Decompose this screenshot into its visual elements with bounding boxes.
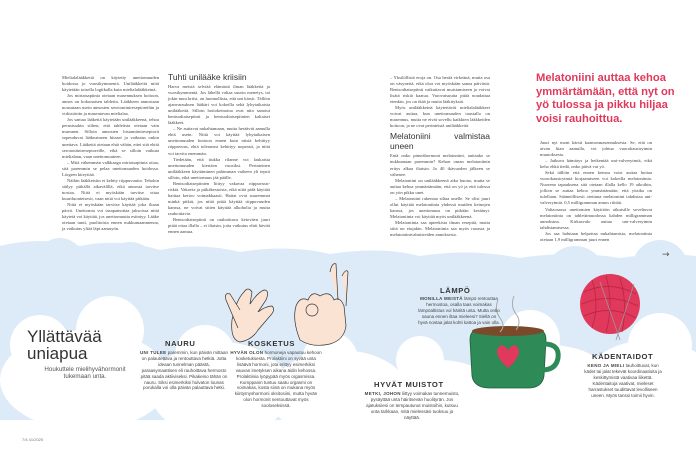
tip-body: liittyy voimakas tunnemuisto, pysäyttää unta häiritsevän huolityrän. Jos ajatuksiiesi on tempautunut muistoihin, kutsuu unta tarkkaan, mitä mielessäsi tuoksuu ja näyttää. [366, 391, 460, 420]
tip-label-kadentaidot: KÄDENTAIDOT [592, 352, 654, 361]
paragraph: Entä onko pimeähormoni melatoniini, auttaako se nukkumaan paremmin? Kehon oman melatoniinin eritys alkaa iltaisin. Ja 40 ikävuoden jälkeen se vähenee. [390, 153, 490, 177]
article-column-1 [62, 75, 159, 232]
tip-label-kosketus: KOSKETUS [248, 339, 295, 348]
feature-title: Yllättävää uniapua [27, 327, 102, 363]
paragraph: Valtaosassa unettomien käyttöön aikuisille soveltuvat melatoniinia on tablettimuodossa kahden milligramman annoksina. Kirkasvalo auttaa uni-valverytmin tahdistamisessa. [540, 206, 652, 230]
tip-lead: METKI, JOHON [364, 391, 401, 396]
tip-text-hyvat-muistot [364, 391, 460, 421]
paragraph: – Ne auttavat nukahtamaan, mutta heräävät aamulla ehtä usein. Niitä voi käyttää lyhytaikaisen unettomuuden hoitoon ennen kuin niistä kehittyy riippuvuus, ehtä toleranssi kehittyy nopeasti, ja niitä voi tarvita enemmän. [168, 126, 270, 156]
paragraph: Melatoniinia saa apteekista ilman reseptiä, mutta siitä on etujakin. Melatoniinia saa myös ruoasta ja melatoniinivalmisteiden annoksesta. [390, 219, 490, 238]
continue-arrow-icon: → [662, 250, 670, 260]
paragraph: Juuri nyt moni kärsii kaamosmasennuksesta. Se, että on aivan liian aamulla, voi johtua vuorokausirytmin muutoksesta. [540, 140, 652, 158]
tip-lead: MONILLA MEISTÄ [420, 296, 463, 301]
paragraph: Jos saa halutaan helpottaa nukahtamista, melatoniinia otetaan 1,9 milligramman juuri ennen [540, 230, 652, 242]
section-heading: Tuhti unilääke kriisiin [168, 72, 247, 82]
tip-lead: HYVÄN OLON [230, 350, 264, 355]
paragraph: Sekä tällöin että ennen keinoa voisi auttaa hoitaa vuorokausirytmiä korjaamiseen voi kokeilla melatoniinia. Nuorena tapauksena sitä otetaan illalla kello 19 aikoihin, jolloin se auttaa kehoa ymmärtämään, että yöaika on tulollaan. Säännöllisesti otettuna melatoniini tahdistaa uni-valverytmiä. 0,5 milligramman annos riittää. [540, 170, 652, 206]
tip-label-lampo: LÄMPÖ [440, 286, 471, 295]
paragraph: Mielialalääkkeitä on käytetty unettomuuden hoidossa jo vuosikymmeniä. Unilääkkeitä niitä käytetään toisella logiikalla kuin mielialalääkkeinä. [62, 75, 159, 93]
tip-body: paremmin, kun päivän mittaan on palautettava ja rentouttava hetkiä. Jotta ideaan tunnelman päästä, paraasymaattisen eli rauhoittava hermosto pitää saada aktiiviseksi. Pikakeino tähän on nauru. Siksi esimerkiksi hulvaton lounas porukalla voi olla päivän palauttava hetki. [140, 350, 228, 391]
paragraph: Jos mirtatsapiinia otetaan masennuksen hoitoon, annos on kokonaisen tabletin. Lääkkeen annostaan nousutaan usein annosten serotoniinireseptoreihin ja virkistävän ja masentavan mielialaa. [62, 93, 159, 117]
paragraph: – Yksilöllisiä eroja on. Osa herää virkeänä, mutta osa on väsyneitä, eikä oloa voi myöskään sanoa päivästä. Bentsodiatsepiinit vaikuttavat muistamiseen ja voivat lisätä riskiä kaatua. Varovaisuutta pitää noudattaa etenkin, jos on ikää ja muita lääkityksiä. [390, 75, 490, 105]
paragraph: Melatoniini on unilääkkeenä aika huono, mutta se auttaa kehoa ymmärtämään, että on yö ja että tulossa on yön pikku unet. [390, 177, 490, 195]
tip-body: hormoneja vapautuu kehoon kosketuksesta. Prolaktiini on syvää unta lisäävä hormoni, jota erittyy esimerkiksi vauvan imetyksen aikana äidin kehossa. Prolaktiinia lyöpypää myös orgasmissa. Kumppanin tuntuu saatu orgasmi on voimakas, kosta siinä on mukana myös kiintymyshormoni oksitosiini, mutta hyvän olon hormonit nentouttavat myös sooloseksissä. [234, 350, 322, 409]
pull-quote: Melatoniini auttaa kehoa ymmärtämään, että nyt on yö tulossa ja pikku hiljaa voisi rauhoittua. [536, 72, 675, 125]
article-column-3 [390, 75, 490, 238]
tip-text-kosketus [230, 350, 322, 409]
paragraph: Bentsodiatsepiinien liittyy vakavaa riippuvuus-riskiä. Vakavia ja pitkäkestoisia, eikä niitä pidä käyttää haittaa kertoo voimakkaasti. Haitat ovat suuremmat minkä pitkät, jos niitä pitää käyttää riippuvuuden kanssa, ne voivat sitten käyttää alkoholia ja muita rauhoittavia. [168, 180, 270, 216]
feature-subtitle: Houkuttele mielihyvähormonit tukemaan unta. [44, 366, 126, 381]
tip-body: lämpö rentouttaa hermostoa, osalla taas voimakas lämpöaltistus voi häiritä unta. Mutta onko sauna ennen iltaa mieleesi? Siellä on hyvä nostaa jalat kohti kattoa ja vain olla. [418, 296, 500, 325]
paragraph: – Jatkuva hämärys ja heikentää uni-valverytmiä, eikä keho ehkä tiedä, onko päivä vai yö. [540, 158, 652, 170]
paragraph: – Melatoniini rakentaa siltaa unelle. Se olisi juuri ollut käyttää melatoniinia yhdessä muiden keinojen kanssa, jos unettomuus on pitkään kestänyt. Melatoniinia voi käyttää myös unilääkkeenä. [390, 195, 490, 219]
page-footer: 7/4 41/2025 [22, 437, 44, 442]
tip-lead: KENO JA MIELI [587, 363, 625, 368]
paragraph: Tiedetään, että tiukka rilanne voi laukaista unettomuuden kiertäen vuosiksi. Perinteinen unilääkkeen käyttäminen pahimman vaiheen yli tepsii silloin, eikä unettomuus jää päälle. [168, 156, 270, 180]
article-column-2 [168, 70, 270, 235]
paragraph: Harva meistä selviää elämästä ilman lääkkeitä ja vuosikymmeniä. Jos lähellä valtaa suurin menetys, tai jokin muu kriisi, on luonnollista, että uni kärsii. Tällöin ajanvarauksen lääkäri voi kokeilla sekä lyhytaikaista unilääkettä. Silloin hoitokeinoina ovat niin sanotut bentsodiatsepiinit ja bentsodiatsepiinien kaltaiset lääkkeet. [168, 84, 270, 126]
paragraph: Niitä ei myöskään tarvitse käyttää joka iltaan päivä. Unettomia voi tasapainottaa jaksoissa niitä käytetä voi käyttää, jos unettomuutta esiintyy. Lääke otetaan tunti, puolitoista ennen nukkumaanmenoa, ja vaikutus yltää läpi aamuyön. [62, 201, 159, 232]
tip-text-lampo [417, 296, 501, 326]
tip-body: tauhoittuvat, kun kädet tai jalat tekevät koordinaatioita ja keskittymistä vaativaa liikettä. Kädentaitoja vaativat, mieleset harrastukset tuudittavat levolliseen uneen. Myös tanssi toimii hyvin. [584, 363, 662, 398]
paragraph: Myös unilääkkeinä käytettävät mielialalääkkeet voivat auttaa, kun unettomuuden taustalla on masennus, mutta ne eivät sovellu kaikkien lääkkeiden hoitoon, ja ne ovat perinteisiä unilääkkeitä. [390, 105, 490, 129]
tip-lead: UNI TULEE [140, 350, 167, 355]
tip-label-nauru: NAURU [165, 339, 196, 348]
paragraph: – Mitä vähemmän valkkaaga mirtatsapiinia ottaa, sitä paremmin se pelaa unettomuuden hoidossa. Lörgren kiteyttää. [62, 159, 159, 177]
tip-label-hyvat-muistot: HYVÄT MUISTOT [374, 380, 444, 389]
tip-text-nauru [140, 350, 228, 391]
paragraph: Bentsodiatsepiinit on rauhoittava ketoväen juuri pitää ottaa illalla – ei iltaisin, jotta vaikutus ehtii hävitä ennen aamua. [168, 217, 270, 235]
paragraph: Näihin lääkkeisiin ei kehity riippuvuutta. Tehokin säilyy pitkällä aikavälillä, eikä annosta tarvitse nostaa. Niitä ei myöskään tarvitse ottaa kuuriluonteisesti, vaan niitä voi käyttää pitkään. [62, 177, 159, 201]
article-column-4 [540, 140, 652, 243]
paragraph: Jos samaa lääkettä käytetään unilääkkeenä, tehoa perustuukin siihen, että tabletista otetaan vain murunen. Silloin annosten histamiinireseptorit sopeuduvat lääkeaineen hitaset ja vaikutus onkin unettava. Lääkettä otetaan ehtä vähän, ettei sitä ehtiä serotoniinireseptoreille, eikä se silloin vaikuta mielialaan, vaan unettomuuteen. [62, 117, 159, 159]
section-heading: Melatoniini valmistaa uneen [390, 131, 490, 152]
tip-text-kadentaidot [582, 363, 664, 398]
